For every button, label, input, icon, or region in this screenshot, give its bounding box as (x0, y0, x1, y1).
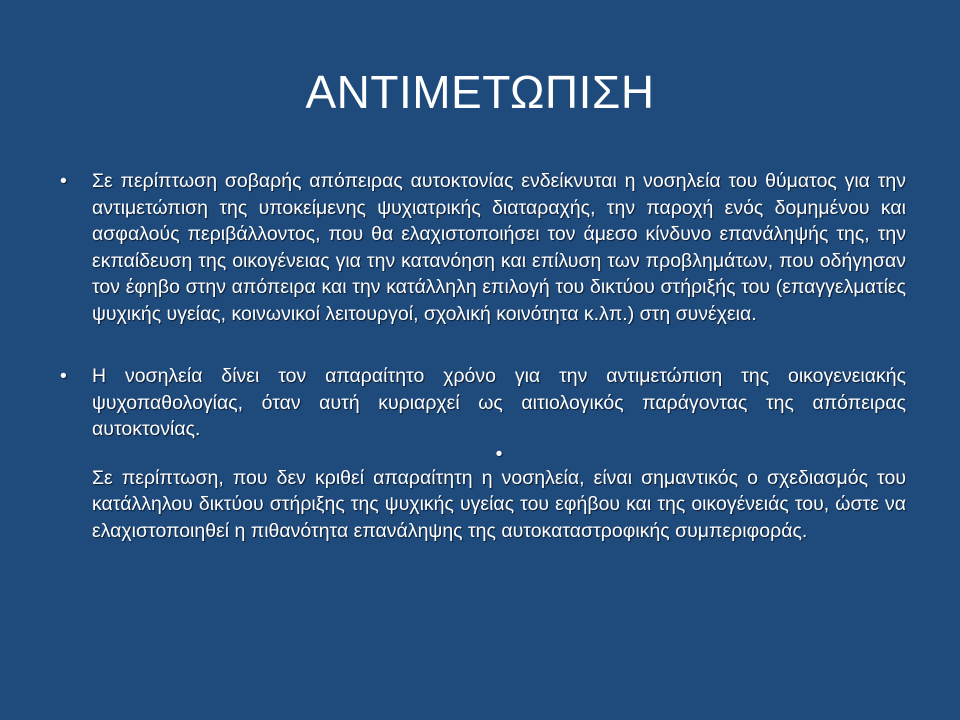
bullet-icon: • (60, 365, 67, 387)
bullet-text-3: Σε περίπτωση, που δεν κριθεί απαραίτητη η νοσηλεία, είναι σημαντικός ο σχεδιασμός του κατάλληλου δικτύου στήριξης της ψυχικής υγείας του εφήβου και της οικογένειάς του, ώστε να ελαχιστοποιηθεί η πιθανότητα επανάληψης της αυτοκαταστροφικής συμπεριφοράς. (92, 466, 906, 542)
bullet-text-1: Σε περίπτωση σοβαρής απόπειρας αυτοκτονίας ενδείκνυται η νοσηλεία του θύματος για την αντιμετώπιση της υποκείμενης ψυχιατρικής διαταραχής, την παροχή ενός δομημένου και ασφαλούς περιβάλλοντος, που θα ελαχιστοποιήσει τον άμεσο κίνδυνο επανάληψής της, την εκπαίδευση της οικογένειας για την κατανόηση και επίλυση των προβλημάτων, που οδήγησαν τον έφηβο στην απόπειρα και την κατάλληλη επιλογή του δικτύου στήριξής του (επαγγελματίες ψυχικής υγείας, κοινωνικοί λειτουργοί, σχολική κοινότητα κ.λπ.) στη συνέχεια. (92, 170, 906, 325)
bullet-text-2: Η νοσηλεία δίνει τον απαραίτητο χρόνο για την αντιμετώπιση της οικογενειακής ψυχοπαθολογίας, όταν αυτή κυριαρχεί ως αιτιολογικός παράγοντας της απόπειρας αυτοκτονίας. (92, 365, 906, 440)
bullet-item-2 (60, 363, 906, 443)
bullet-icon: • (60, 170, 67, 192)
bullet-item-1 (60, 168, 906, 327)
slide-content (60, 168, 906, 544)
bullet-icon-centered: • (495, 442, 503, 465)
slide-title: ΑΝΤΙΜΕΤΩΠΙΣΗ (305, 66, 655, 118)
